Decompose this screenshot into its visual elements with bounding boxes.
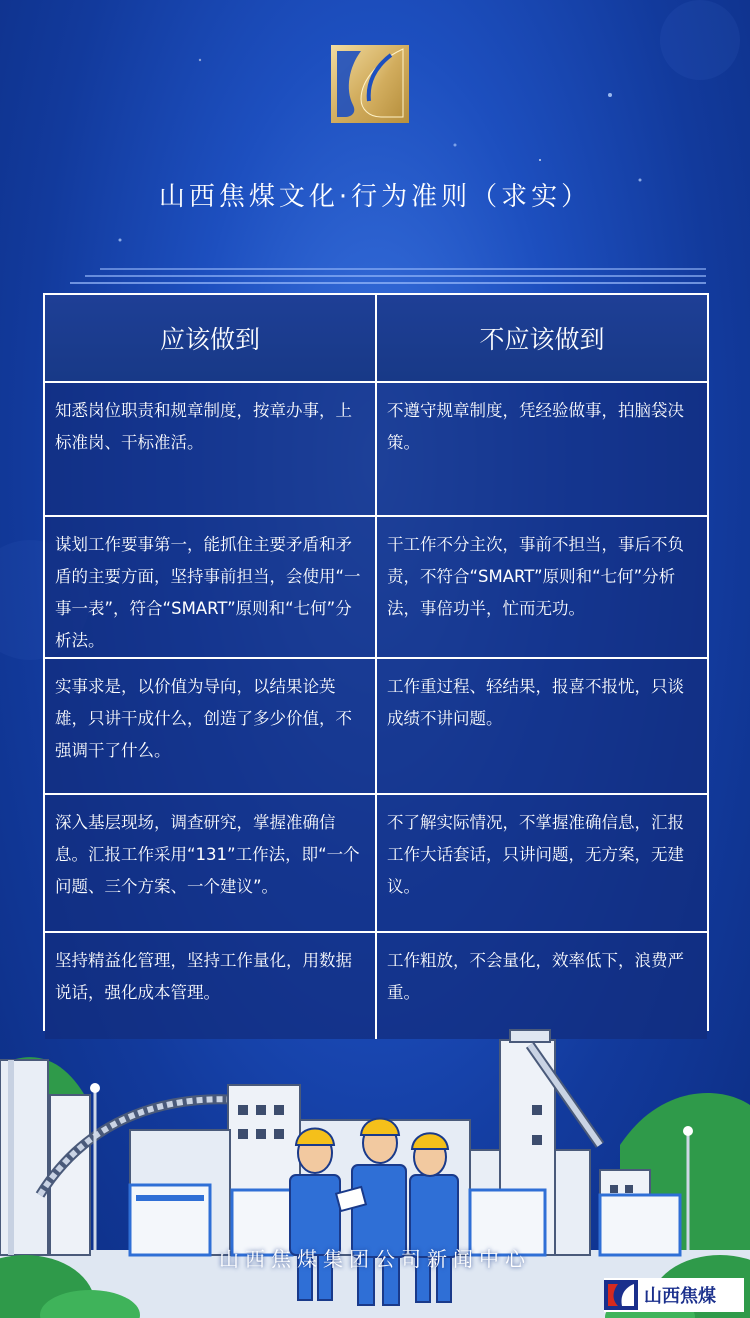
brand-badge	[604, 1278, 744, 1312]
table-row	[45, 658, 707, 794]
table-row	[45, 516, 707, 658]
header-should-do: 应该做到	[45, 295, 376, 382]
cell-should-do: 知悉岗位职责和规章制度，按章办事，上标准岗、干标准活。	[45, 382, 376, 516]
cell-should-not-do: 工作重过程、轻结果，报喜不报忧，只谈成绩不讲问题。	[376, 658, 707, 794]
brand-logo-icon	[604, 1280, 638, 1310]
table-row	[45, 382, 707, 516]
conduct-table	[43, 293, 709, 1031]
table-row	[45, 794, 707, 932]
brand-name: 山西焦煤	[644, 1286, 716, 1307]
cell-should-not-do: 工作粗放，不会量化，效率低下，浪费严重。	[376, 932, 707, 1039]
footer-caption: 山西焦煤集团公司新闻中心	[219, 1247, 531, 1271]
cell-should-do: 深入基层现场，调查研究，掌握准确信息。汇报工作采用“131”工作法，即“一个问题、三个方案、一个建议”。	[45, 794, 376, 932]
cell-should-do: 谋划工作要事第一，能抓住主要矛盾和矛盾的主要方面，坚持事前担当，会使用“一事一表”，符合“SMART”原则和“七何”分析法。	[45, 516, 376, 658]
header-should-not-do: 不应该做到	[376, 295, 707, 382]
company-logo-icon	[331, 45, 409, 123]
cell-should-do: 坚持精益化管理，坚持工作量化，用数据说话，强化成本管理。	[45, 932, 376, 1039]
mine-illustration	[0, 1025, 750, 1318]
page-title: 山西焦煤文化·行为准则（求实）	[158, 182, 592, 212]
cell-should-do: 实事求是，以价值为导向，以结果论英雄，只讲干成什么，创造了多少价值，不强调干了什么。	[45, 658, 376, 794]
cell-should-not-do: 不遵守规章制度，凭经验做事，拍脑袋决策。	[376, 382, 707, 516]
cell-should-not-do: 不了解实际情况，不掌握准确信息，汇报工作大话套话，只讲问题，无方案，无建议。	[376, 794, 707, 932]
table-row	[45, 932, 707, 1039]
cell-should-not-do: 干工作不分主次，事前不担当，事后不负责，不符合“SMART”原则和“七何”分析法，事倍功半，忙而无功。	[376, 516, 707, 658]
